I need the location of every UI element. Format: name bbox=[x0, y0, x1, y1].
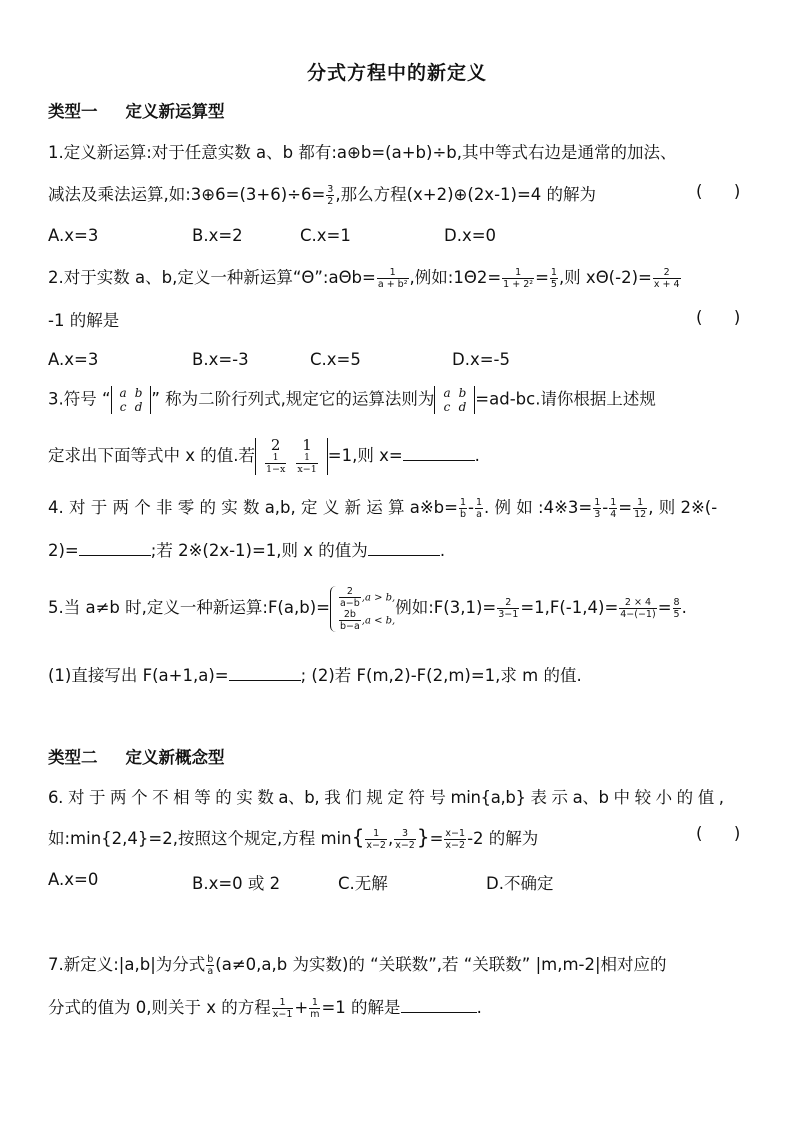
section-heading-1 bbox=[48, 98, 225, 122]
fraction: $\frac{1}{3}$ bbox=[594, 497, 601, 520]
answer-parentheses: ( ) bbox=[696, 824, 741, 843]
fraction: $\frac{1}{\text{1 + 2²}}$ bbox=[503, 267, 534, 290]
determinant-rule: a b c d bbox=[434, 386, 475, 414]
answer-blank[interactable] bbox=[79, 537, 151, 556]
q2-text-c: = bbox=[535, 268, 549, 287]
fraction: $\frac{3}{x-2}$ bbox=[395, 828, 415, 851]
question-6-line-1: 6. 对 于 两 个 不 相 等 的 实 数 a、b, 我 们 规 定 符 号 min{a,b} 表 示 a、b 中 较 小 的 值 , bbox=[48, 788, 724, 807]
period: . bbox=[474, 446, 480, 465]
question-5-line-1 bbox=[48, 582, 746, 634]
minus-sign: - bbox=[468, 498, 474, 517]
q3-text-a: 3.符号 “ bbox=[48, 389, 111, 409]
brace-open: { bbox=[351, 825, 365, 849]
option-d: D.不确定 bbox=[486, 874, 554, 893]
fraction: $\frac{1}{m}$ bbox=[310, 997, 320, 1020]
section-name: 定义新概念型 bbox=[125, 748, 225, 767]
q5-text-e: (1)直接写出 F(a+1,a)= bbox=[48, 666, 229, 685]
q5-text-b: 例如:F(3,1)= bbox=[395, 598, 497, 617]
question-2-line-1 bbox=[48, 265, 746, 291]
question-2-line-2: -1 的解是 bbox=[48, 311, 120, 330]
q2-text-b: ,例如:1Θ2= bbox=[409, 268, 502, 287]
q5-text-f: ; (2)若 F(m,2)-F(2,m)=1,求 m 的值. bbox=[300, 666, 582, 685]
option-c: C.x=5 bbox=[310, 350, 361, 369]
q7-text-b: (a≠0,a,b 为实数)的 “关联数”,若 “关联数” |m,m-2|相对应的 bbox=[215, 955, 667, 974]
period: . bbox=[476, 998, 482, 1017]
fraction: $\frac{1}{4}$ bbox=[610, 497, 617, 520]
option-c: C.x=1 bbox=[300, 226, 351, 245]
option-d: D.x=0 bbox=[444, 226, 497, 245]
equals-sign: = bbox=[429, 829, 444, 848]
answer-blank[interactable] bbox=[229, 662, 301, 681]
option-b: B.x=-3 bbox=[192, 350, 249, 369]
option-c: C.无解 bbox=[338, 874, 388, 893]
q3-text-d: 定求出下面等式中 x 的值.若 bbox=[48, 446, 255, 465]
fraction: $\frac{1}{b}$ bbox=[459, 497, 467, 520]
section-heading-2 bbox=[48, 744, 225, 768]
fraction: $\frac{1}{a}$ bbox=[476, 497, 483, 520]
q5-text-d: = bbox=[657, 598, 672, 617]
fraction: $\frac{1}{x-2}$ bbox=[366, 828, 386, 851]
q4-text-d: 2)= bbox=[48, 541, 79, 560]
answer-blank[interactable] bbox=[368, 537, 440, 556]
fraction: $\frac{x-1}{x-2}$ bbox=[445, 828, 466, 851]
option-d: D.x=-5 bbox=[452, 350, 510, 369]
option-b: B.x=0 或 2 bbox=[192, 874, 281, 893]
q5-text-a: 5.当 a≠b 时,定义一种新运算:F(a,b)= bbox=[48, 598, 330, 617]
fraction: $\frac{8}{5}$ bbox=[673, 597, 680, 620]
q1-text-a: 减法及乘法运算,如:3⊕6=(3+6)÷6= bbox=[48, 185, 326, 204]
q4-text-a: 4. 对 于 两 个 非 零 的 实 数 a,b, 定 义 新 运 算 a※b= bbox=[48, 498, 458, 517]
question-4-line-2 bbox=[48, 537, 746, 563]
question-7-line-1 bbox=[48, 952, 746, 978]
section-name: 定义新运算型 bbox=[125, 102, 225, 121]
question-3-line-1 bbox=[48, 386, 746, 416]
question-4-line-1 bbox=[48, 495, 746, 521]
question-1-line-2 bbox=[48, 182, 746, 208]
fraction: $\frac{1}{x-1}$ bbox=[272, 997, 293, 1020]
plus-sign: + bbox=[294, 998, 309, 1017]
option-a: A.x=0 bbox=[48, 870, 99, 889]
q4-text-b: . 例 如 :4※3= bbox=[484, 498, 593, 517]
minus-sign: - bbox=[602, 498, 609, 517]
q4-text-c: , 则 2※(- bbox=[648, 498, 718, 517]
fraction: $\frac{2}{3-1}$ bbox=[498, 597, 519, 620]
period: . bbox=[439, 541, 446, 560]
fraction: $\frac{3}{2}$ bbox=[327, 184, 334, 207]
question-6-line-2: 如:min{2,4}=2,按照这个规定,方程 min{ $\frac{1}{x-2}$ , $\frac{3}{x-2}$ }= $\frac{x-1}{x-2}$ -2 的解为 bbox=[48, 825, 539, 851]
answer-parentheses: ( ) bbox=[696, 182, 741, 201]
q3-text-c: =ad-bc.请你根据上述规 bbox=[475, 389, 656, 409]
q6-text-a: 如:min{2,4}=2,按照这个规定,方程 min bbox=[48, 829, 352, 848]
option-b: B.x=2 bbox=[192, 226, 243, 245]
q6-text-c: -2 的解为 bbox=[467, 829, 539, 848]
q3-text-e: =1,则 x= bbox=[327, 446, 403, 465]
option-a: A.x=3 bbox=[48, 226, 99, 245]
q7-text-a: 7.新定义:|a,b|为分式 bbox=[48, 955, 206, 974]
equals-sign: = bbox=[618, 498, 633, 517]
q7-text-c: 分式的值为 0,则关于 x 的方程 bbox=[48, 998, 271, 1017]
section-label: 类型二 bbox=[48, 748, 98, 767]
fraction: $\frac{1}{12}$ bbox=[634, 497, 647, 520]
question-1-line-1: 1.定义新运算:对于任意实数 a、b 都有:a⊕b=(a+b)÷b,其中等式右边是通常的加法、 bbox=[48, 143, 677, 162]
fraction: $\frac{2 \times 4}{4-(-1)}$ bbox=[620, 597, 656, 620]
answer-blank[interactable] bbox=[403, 442, 475, 461]
q2-text-a: 2.对于实数 a、b,定义一种新运算“Θ”:aΘb= bbox=[48, 268, 376, 287]
question-3-line-2 bbox=[48, 436, 746, 476]
period: . bbox=[681, 598, 687, 617]
question-5-line-2 bbox=[48, 662, 746, 688]
fraction: $\frac{b}{a}$ bbox=[207, 954, 214, 977]
q5-text-c: =1,F(-1,4)= bbox=[520, 598, 619, 617]
q7-text-d: =1 的解是 bbox=[321, 998, 401, 1017]
fraction: $\frac{2}{x + 4}$ bbox=[653, 267, 680, 290]
question-7-line-2 bbox=[48, 994, 746, 1020]
q1-text-b: ,那么方程(x+2)⊕(2x-1)=4 的解为 bbox=[335, 185, 597, 204]
answer-blank[interactable] bbox=[401, 994, 477, 1013]
determinant-equation: 2 1 $\frac{1}{1-x}$ $\frac{1}{x-1}$ bbox=[255, 438, 328, 475]
section-label: 类型一 bbox=[48, 102, 98, 121]
piecewise-definition: $\frac{2}{a-b}$ ,a > b, $\frac{2b}{b-a}$ ,a < b, bbox=[330, 586, 395, 632]
page-title: 分式方程中的新定义 bbox=[306, 62, 487, 84]
option-a: A.x=3 bbox=[48, 350, 99, 369]
determinant-symbol: a b c d bbox=[111, 386, 152, 414]
fraction: $\frac{1}{\text{a + b²}}$ bbox=[377, 267, 408, 290]
q3-text-b: ” 称为二阶行列式,规定它的运算法则为 bbox=[151, 389, 435, 409]
q4-text-e: ;若 2※(2x-1)=1,则 x 的值为 bbox=[150, 541, 368, 560]
brace-close: } bbox=[416, 825, 430, 849]
q2-text-d: ,则 xΘ(-2)= bbox=[558, 268, 652, 287]
fraction: $\frac{1}{5}$ bbox=[550, 267, 557, 290]
answer-parentheses: ( ) bbox=[696, 308, 741, 327]
